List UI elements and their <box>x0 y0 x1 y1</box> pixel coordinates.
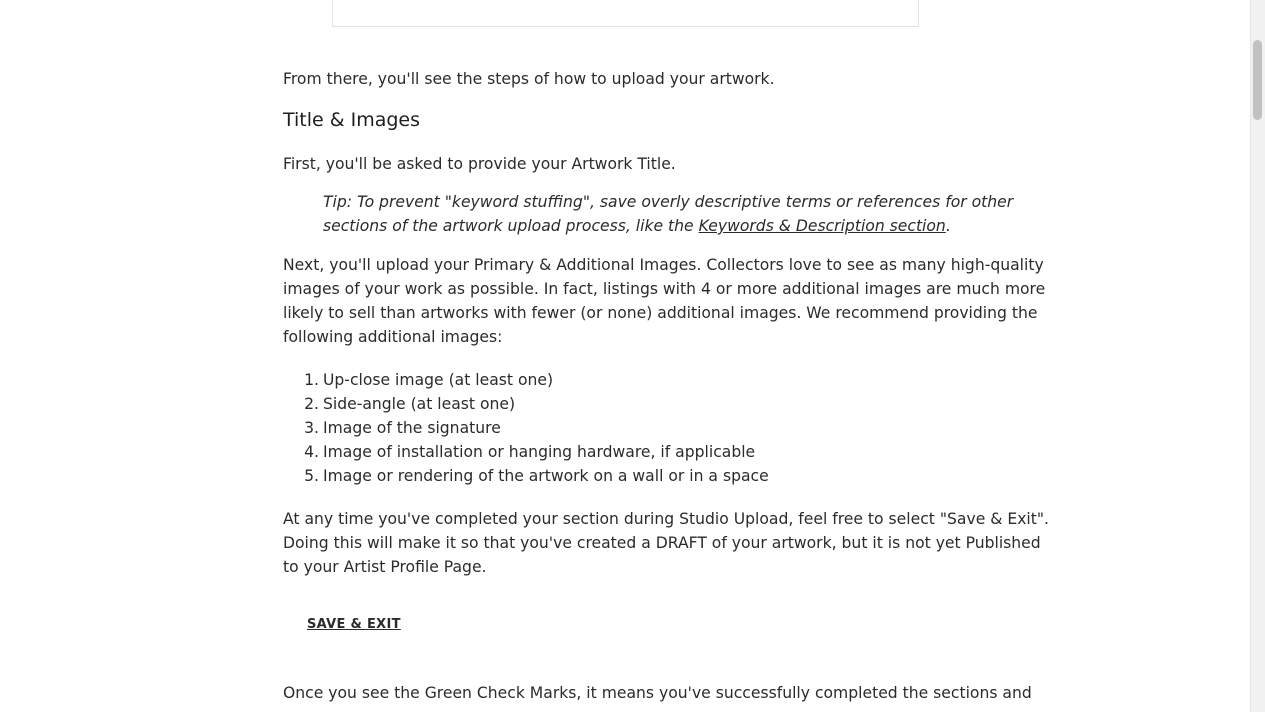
save-paragraph-line: to your Artist Profile Page. <box>283 558 487 576</box>
images-paragraph-line: images of your work as possible. In fact, listings with 4 or more additional images are much more <box>283 280 1046 298</box>
tip-line-1: Tip: To prevent "keyword stuffing", save overly descriptive terms or references for other <box>323 193 1014 211</box>
list-item-number: 3. <box>304 419 319 437</box>
list-item-text: Image of installation or hanging hardware, if applicable <box>323 443 756 461</box>
list-item-number: 1. <box>304 371 319 389</box>
list-item-number: 2. <box>304 395 319 413</box>
save-paragraph <box>283 507 1049 579</box>
final-paragraph: Once you see the Green Check Marks, it means you've successfully completed the sections and <box>283 684 1032 702</box>
tip-line-2-suffix: . <box>945 217 951 235</box>
save-paragraph-line: At any time you've completed your section during Studio Upload, feel free to select "Save & Exit". <box>283 510 1050 528</box>
keywords-description-link[interactable]: Keywords & Description section <box>698 217 946 235</box>
list-item-text: Image or rendering of the artwork on a wall or in a space <box>323 467 769 485</box>
save-exit-label: SAVE & EXIT <box>307 617 401 632</box>
list-item <box>283 416 769 440</box>
intro-paragraph: From there, you'll see the steps of how to upload your artwork. <box>283 70 775 88</box>
list-item-text: Side-angle (at least one) <box>323 395 516 413</box>
list-item-text: Image of the signature <box>323 419 501 437</box>
images-paragraph-line: Next, you'll upload your Primary & Additional Images. Collectors love to see as many high-quality <box>283 256 1044 274</box>
list-item <box>283 392 769 416</box>
recommended-images-list <box>283 368 769 488</box>
save-paragraph-line: Doing this will make it so that you've created a DRAFT of your artwork, but it is not yet Published <box>283 534 1041 552</box>
list-item-number: 4. <box>304 443 319 461</box>
list-item <box>283 368 769 392</box>
images-paragraph-line: likely to sell than artworks with fewer (or none) additional images. We recommend providing the <box>283 304 1038 322</box>
images-paragraph-line: following additional images: <box>283 328 503 346</box>
list-item <box>283 464 769 488</box>
list-item <box>283 440 769 464</box>
scrollbar-thumb[interactable] <box>1253 40 1262 120</box>
embedded-screenshot-frame <box>332 0 919 27</box>
tip-callout <box>323 190 1013 238</box>
tip-line-2 <box>323 214 1013 238</box>
list-item-number: 5. <box>304 467 319 485</box>
images-paragraph <box>283 253 1045 349</box>
tip-line-2-prefix: sections of the artwork upload process, like the <box>323 217 699 235</box>
page-scrollbar[interactable] <box>1250 0 1265 712</box>
section-heading: Title & Images <box>283 109 421 131</box>
first-paragraph: First, you'll be asked to provide your Artwork Title. <box>283 155 676 173</box>
list-item-text: Up-close image (at least one) <box>323 371 554 389</box>
